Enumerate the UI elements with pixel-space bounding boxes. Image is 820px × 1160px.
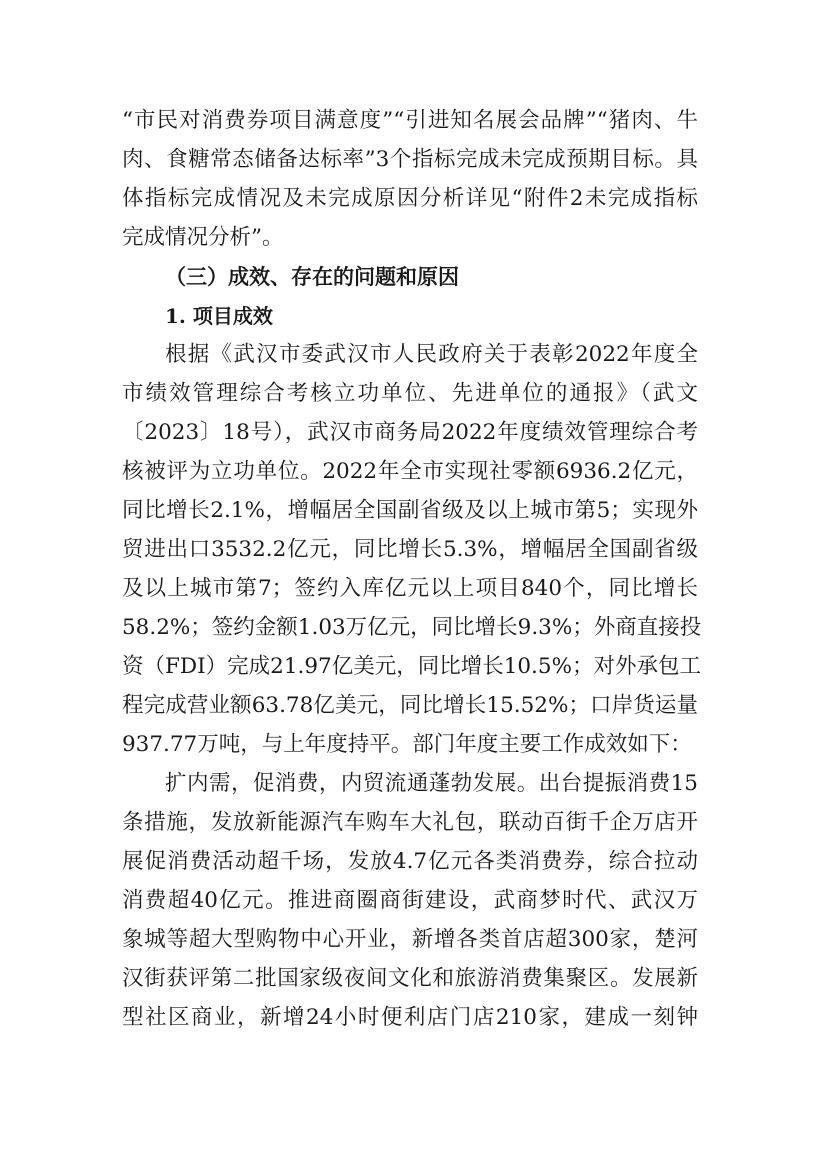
body-text-line: 消费超40亿元。推进商圈商街建设，武商梦时代、武汉万 — [122, 888, 698, 913]
body-text-line: 937.77万吨，与上年度持平。部门年度主要工作成效如下： — [122, 732, 692, 757]
body-text-line: 肉、食糖常态储备达标率”3个指标完成未完成预期目标。具 — [122, 147, 698, 172]
body-text-line: 象城等超大型购物中心开业，新增各类首店超300家，楚河 — [122, 927, 698, 952]
body-text-line: 核被评为立功单位。2022年全市实现社零额6936.2亿元， — [122, 459, 698, 484]
body-text-line: 完成情况分析”。 — [122, 225, 284, 250]
section-heading: （三）成效、存在的问题和原因 — [165, 265, 459, 289]
body-text-line: 〔2023〕18号），武汉市商务局2022年度绩效管理综合考 — [122, 420, 698, 445]
body-text-line: 资（FDI）完成21.97亿美元，同比增长10.5%；对外承包工 — [122, 654, 702, 679]
body-text-line: 体指标完成情况及未完成原因分析详见“附件2未完成指标 — [122, 186, 698, 211]
body-text-line: 贸进出口3532.2亿元，同比增长5.3%，增幅居全国副省级 — [122, 537, 698, 562]
body-text-line: 型社区商业，新增24小时便利店门店210家，建成一刻钟 — [122, 1005, 698, 1030]
body-text-line: 同比增长2.1%，增幅居全国副省级及以上城市第5；实现外 — [122, 498, 698, 523]
body-text-line: 58.2%；签约金额1.03万亿元，同比增长9.3%；外商直接投 — [122, 615, 702, 640]
body-text-line: 展促消费活动超千场，发放4.7亿元各类消费券，综合拉动 — [122, 849, 698, 874]
body-text-line: “市民对消费券项目满意度”“引进知名展会品牌”“猪肉、牛 — [122, 108, 698, 133]
body-text-line: 根据《武汉市委武汉市人民政府关于表彰2022年度全 — [165, 342, 698, 367]
body-text-line: 市绩效管理综合考核立功单位、先进单位的通报》（武文 — [122, 381, 698, 406]
body-text-line: 条措施，发放新能源汽车购车大礼包，联动百街千企万店开 — [122, 810, 698, 835]
subsection-heading: 1. 项目成效 — [165, 304, 273, 328]
body-text-line: 扩内需，促消费，内贸流通蓬勃发展。出台提振消费15 — [165, 771, 698, 796]
body-text-line: 汉街获评第二批国家级夜间文化和旅游消费集聚区。发展新 — [122, 966, 698, 991]
body-text-line: 程完成营业额63.78亿美元，同比增长15.52%；口岸货运量 — [122, 693, 698, 718]
body-text-line: 及以上城市第7；签约入库亿元以上项目840个，同比增长 — [122, 576, 698, 601]
